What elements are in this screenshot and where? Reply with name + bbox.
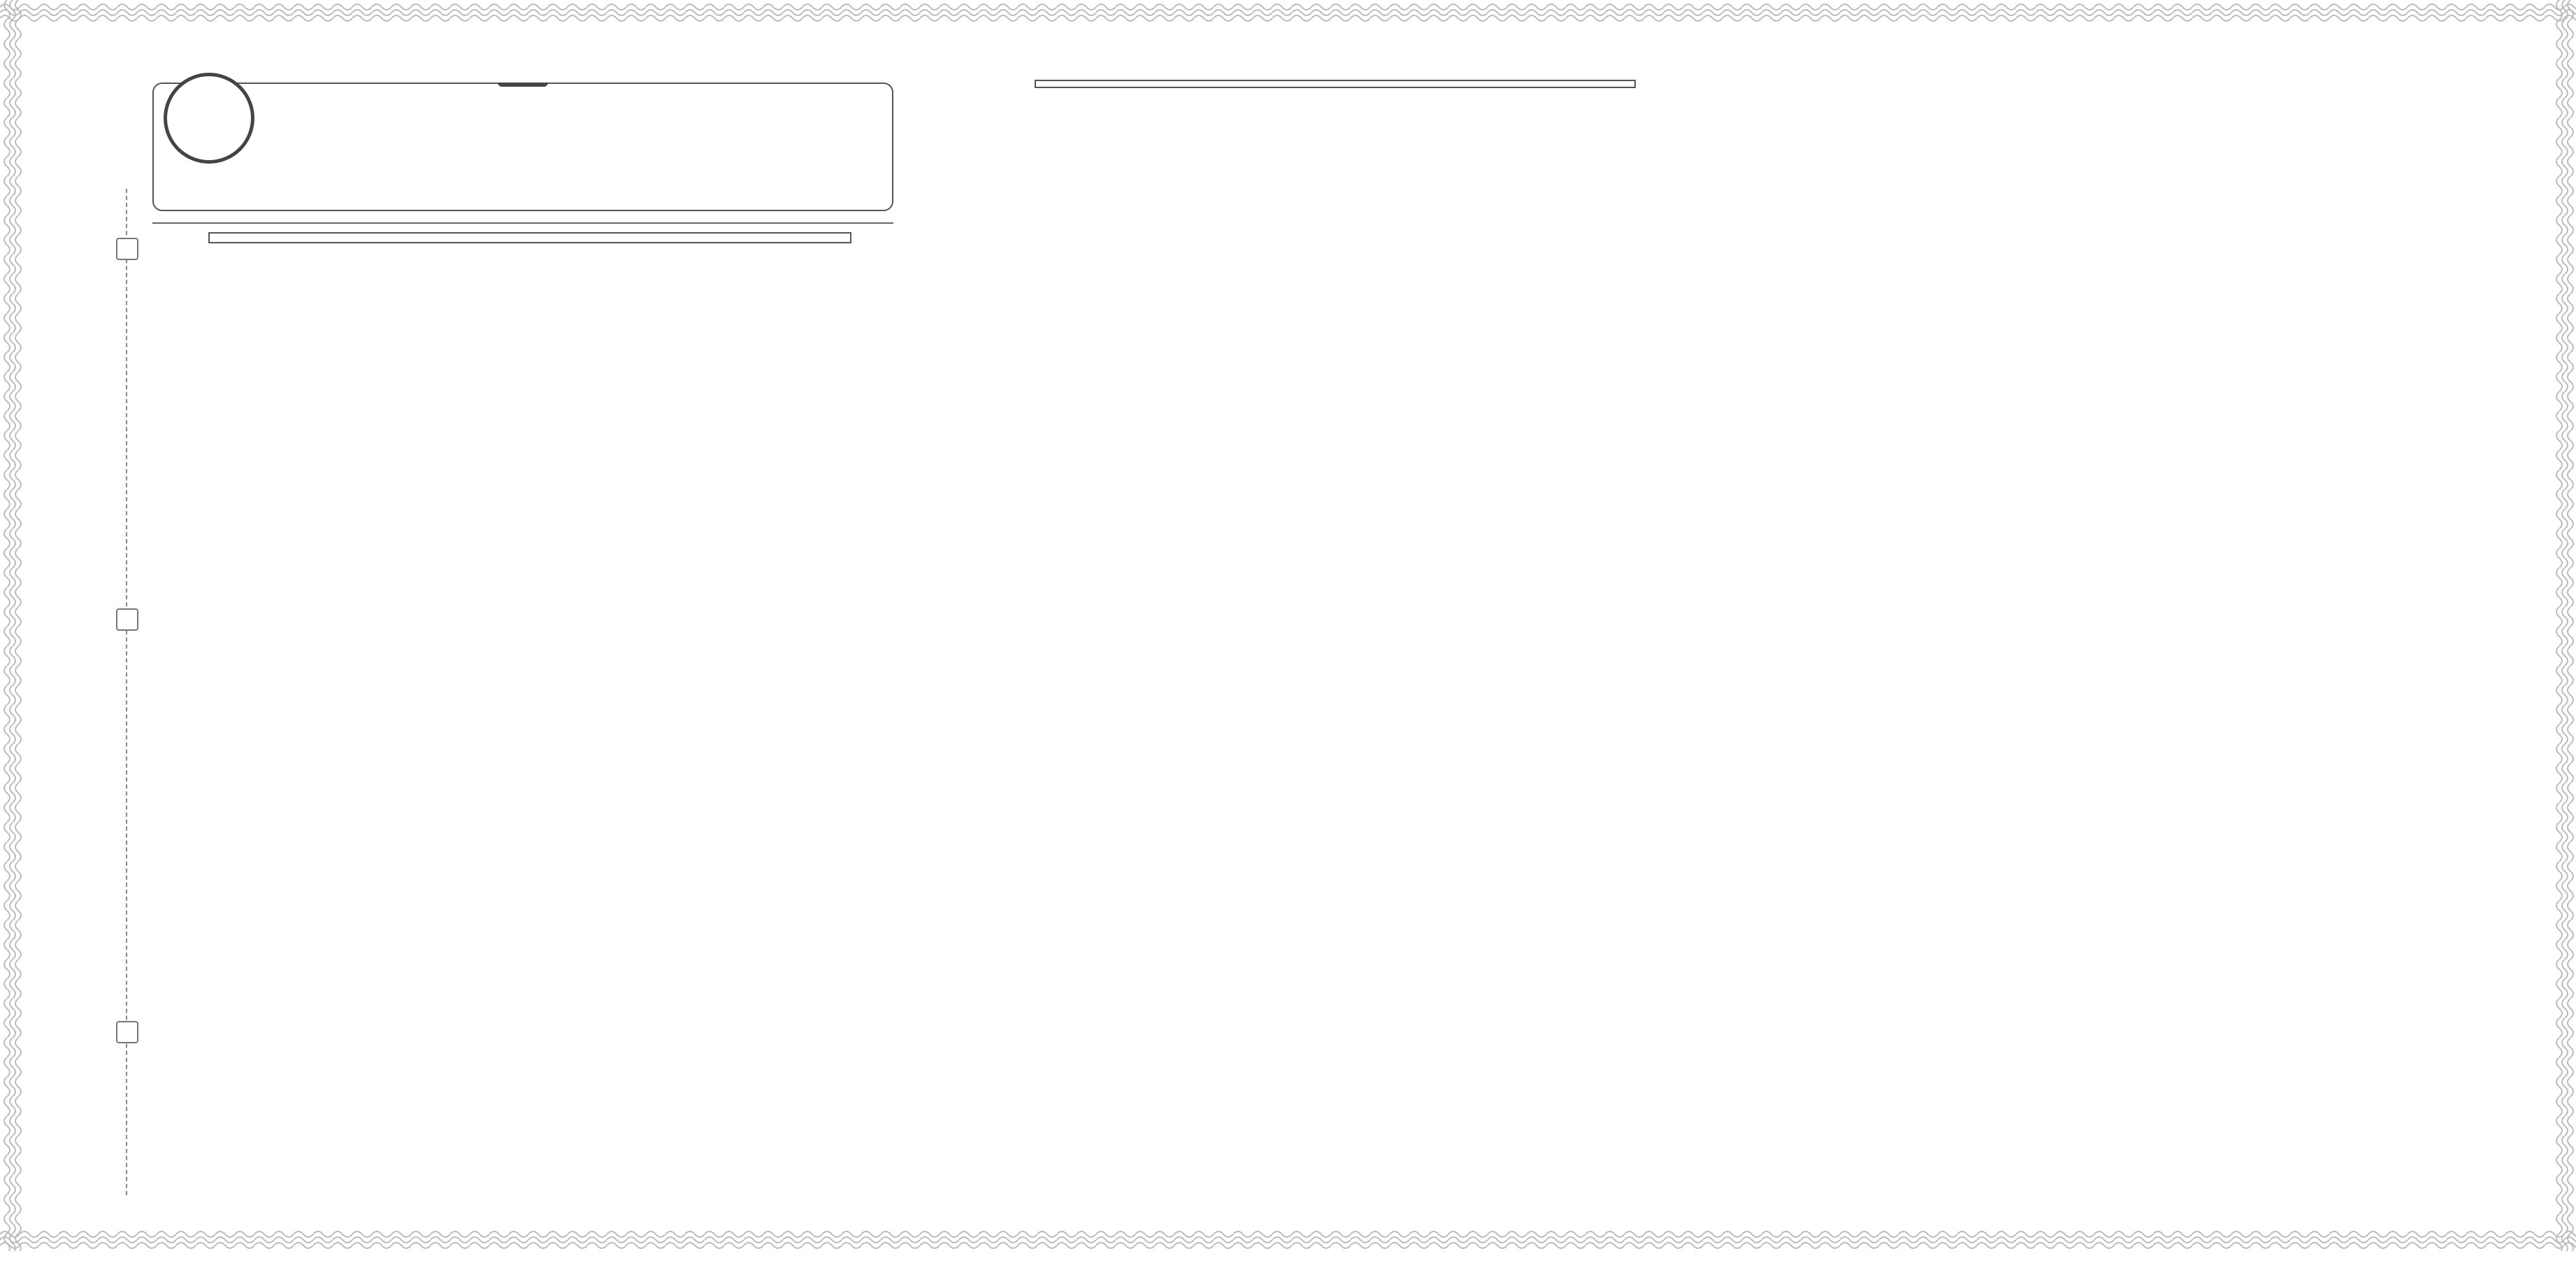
exam-header — [152, 83, 893, 211]
decorative-border-left — [0, 0, 24, 1251]
question-list-2 — [937, 80, 1692, 91]
question-list-1 — [152, 228, 893, 248]
exam-meta — [152, 220, 893, 224]
decorative-border-right — [2552, 0, 2576, 1251]
source-materials-box — [1035, 80, 1636, 88]
column-page-1 — [152, 28, 893, 1223]
exam-page — [28, 28, 2548, 1223]
column-page-2 — [937, 28, 1692, 1272]
question-item — [937, 80, 1692, 91]
quoted-petition — [208, 232, 851, 243]
seal-xian — [116, 238, 138, 260]
review-banner — [498, 83, 548, 87]
seal-feng — [116, 608, 138, 631]
publisher-logo — [164, 73, 254, 164]
column-page-3 — [1723, 28, 2520, 1272]
seal-mi — [116, 1021, 138, 1043]
decorative-border-top — [0, 0, 2576, 24]
binding-dashed-line — [126, 189, 127, 1195]
binding-strip — [59, 28, 157, 1223]
question-item — [152, 232, 893, 248]
